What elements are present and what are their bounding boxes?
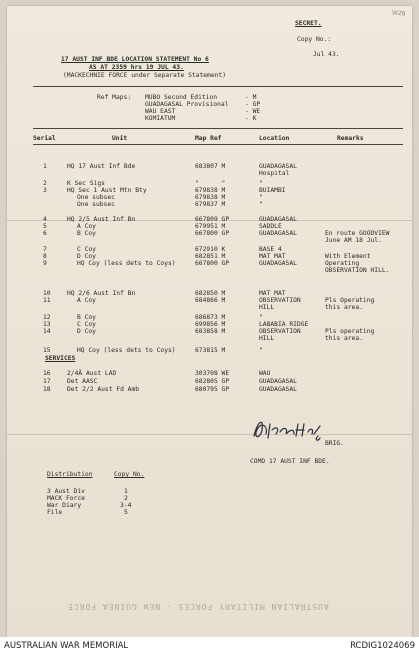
cell-serial: 14 [43, 328, 51, 335]
cell-map-ref: 679838 M [195, 194, 226, 201]
document-note: (MACKECHNIE FORCE under Separate Statement) [63, 72, 227, 79]
cell-map-ref: 684866 M [195, 297, 226, 304]
cell-unit: HQ Sec 1 Aust Mtn Bty [67, 187, 147, 194]
cell-unit: HQ 2/5 Aust Inf Bn [67, 216, 136, 223]
cell-serial: 1 [43, 163, 47, 170]
distribution-copy-heading: Copy No. [114, 471, 145, 478]
divider [33, 86, 403, 87]
distribution-copy-no: 2 [124, 495, 128, 502]
cell-serial: 9 [43, 260, 47, 267]
cell-map-ref: 699856 M [195, 321, 226, 328]
ref-maps-label: Ref Maps: [97, 94, 132, 101]
divider [33, 144, 403, 145]
cell-map-ref: 667800 GP [195, 260, 230, 267]
cell-unit: A Coy [77, 297, 96, 304]
cell-location: HILL [259, 335, 275, 342]
cell-map-ref: 683858 M [195, 328, 226, 335]
column-header-unit: Unit [112, 135, 128, 142]
cell-serial: 3 [43, 187, 47, 194]
cell-unit: Det 2/2 Aust Fd Amb [67, 386, 140, 393]
archive-id: RCDIG1024069 [350, 641, 415, 651]
signatory-title: COMD 17 AUST INF BDE. [250, 458, 330, 465]
cell-remarks: Operating [325, 260, 360, 267]
cell-location: GUADAGASAL [259, 386, 297, 393]
cell-serial: 7 [43, 246, 47, 253]
services-heading: SERVICES [45, 355, 76, 362]
cell-location: MAT MAT [259, 290, 286, 297]
cell-serial: 17 [43, 378, 51, 385]
cell-remarks: this area. [325, 335, 363, 342]
cell-map-ref: 679837 M [195, 201, 226, 208]
cell-map-ref: 682850 M [195, 290, 226, 297]
cell-unit: A Coy [77, 223, 96, 230]
cell-location: " [259, 347, 263, 354]
column-header-serial: Serial [33, 135, 56, 142]
classification-label: SECRET. [295, 20, 322, 27]
cell-location: WAU [259, 370, 271, 377]
cell-location: BASE 4 [259, 246, 282, 253]
cell-remarks: Pls Operating [325, 297, 375, 304]
cell-location: " [259, 194, 263, 201]
ref-map-code: - GP [245, 101, 261, 108]
cell-map-ref: 680795 GP [195, 386, 230, 393]
cell-serial: 15 [43, 347, 51, 354]
ref-map-code: - K [245, 115, 257, 122]
document-title: 17 AUST INF BDE LOCATION STATEMENT No 6 [61, 56, 209, 63]
cell-location: " [259, 201, 263, 208]
column-header-remarks: Remarks [337, 135, 364, 142]
cell-location: BUIAMBI [259, 187, 286, 194]
cell-location: GUADAGASAL [259, 378, 297, 385]
letterhead-watermark: AUSTRALIAN MILITARY FORCES - NEW GUINEA FORCE [67, 602, 329, 611]
ref-map-name: KOMIATUM [145, 115, 176, 122]
cell-location: Hospital [259, 170, 290, 177]
corner-annotation: W26 [392, 9, 407, 18]
ref-map-name: WAU EAST [145, 108, 176, 115]
cell-unit: C Coy [77, 321, 96, 328]
document-subtitle: AS AT 2359 hrs 19 JUL 43. [89, 64, 184, 71]
distribution-recipient: 3 Aust Div [47, 488, 85, 495]
cell-remarks: With Element [325, 253, 371, 260]
cell-location: GUADAGASAL [259, 230, 297, 237]
cell-unit: One subsec [77, 194, 115, 201]
document-page [7, 6, 412, 637]
ref-map-code: - WE [245, 108, 261, 115]
cell-map-ref: " " [195, 180, 226, 187]
column-header-map-ref: Map Ref [195, 135, 222, 142]
cell-serial: 11 [43, 297, 51, 304]
cell-unit: D Coy [77, 328, 96, 335]
cell-serial: 12 [43, 314, 51, 321]
cell-unit: D Coy [77, 253, 96, 260]
cell-serial: 13 [43, 321, 51, 328]
cell-unit: Det AASC [67, 378, 98, 385]
distribution-recipient: War Diary [47, 502, 82, 509]
copy-no-label: Copy No.: [297, 36, 332, 43]
cell-location: HILL [259, 304, 275, 311]
cell-map-ref: 673815 M [195, 347, 226, 354]
cell-unit: HQ Coy (less dets to Coys) [77, 260, 176, 267]
cell-location: GUADAGASAL [259, 163, 297, 170]
cell-location: OBSERVATION [259, 328, 301, 335]
cell-map-ref: 682851 M [195, 253, 226, 260]
cell-serial: 4 [43, 216, 47, 223]
cell-location: GUADAGASAL [259, 260, 297, 267]
cell-unit: HQ Coy (less dets to Coys) [77, 347, 176, 354]
distribution-copy-no: 3-4 [120, 502, 132, 509]
cell-serial: 6 [43, 230, 47, 237]
cell-location: " [259, 180, 263, 187]
distribution-copy-no: 1 [124, 488, 128, 495]
cell-remarks: this area. [325, 304, 363, 311]
ref-map-code: - M [245, 94, 257, 101]
cell-remarks: Pls operating [325, 328, 375, 335]
cell-location: LABABIA RIDGE [259, 321, 309, 328]
cell-map-ref: 667800 GP [195, 230, 230, 237]
cell-remarks: En route GOODVIEW [325, 230, 390, 237]
column-header-location: Location [259, 135, 290, 142]
distribution-heading: Distribution [47, 471, 93, 478]
cell-location: OBSERVATION [259, 297, 301, 304]
document-date: Jul 43. [313, 51, 340, 58]
cell-unit: C Coy [77, 246, 96, 253]
cell-serial: 16 [43, 370, 51, 377]
cell-unit: HQ 17 Aust Inf Bde [67, 163, 136, 170]
cell-map-ref: 683807 M [195, 163, 226, 170]
cell-serial: 2 [43, 180, 47, 187]
cell-map-ref: 679951 M [195, 223, 226, 230]
cell-unit: 2/4Â Aust LAD [67, 370, 117, 377]
cell-location: SADDLE [259, 223, 282, 230]
archive-name: AUSTRALIAN WAR MEMORIAL [4, 641, 129, 651]
cell-unit: HQ 2/6 Aust Inf Bn [67, 290, 136, 297]
cell-unit: B Coy [77, 230, 96, 237]
cell-location: MAT MAT [259, 253, 286, 260]
distribution-recipient: File [47, 509, 63, 516]
cell-unit: One subsec [77, 201, 115, 208]
cell-remarks: June AM 18 Jul. [325, 237, 382, 244]
cell-map-ref: 682805 GP [195, 378, 230, 385]
cell-map-ref: 679838 M [195, 187, 226, 194]
cell-map-ref: 686873 M [195, 314, 226, 321]
cell-map-ref: 303708 WE [195, 370, 230, 377]
divider [33, 128, 403, 129]
cell-map-ref: 667809 GP [195, 216, 230, 223]
ref-map-name: GUADAGASAL Provisional [145, 101, 229, 108]
cell-location: " [259, 314, 263, 321]
cell-map-ref: 672910 K [195, 246, 226, 253]
cell-location: GUADAGASAL [259, 216, 297, 223]
cell-serial: 10 [43, 290, 51, 297]
cell-unit: K Sec Sigs [67, 180, 105, 187]
cell-serial: 8 [43, 253, 47, 260]
ref-map-name: MUBO Second Edition [145, 94, 218, 101]
distribution-copy-no: 5 [124, 509, 128, 516]
signature-rank: BRIG. [325, 440, 344, 447]
distribution-recipient: MACK Force [47, 495, 85, 502]
cell-serial: 18 [43, 386, 51, 393]
cell-serial: 5 [43, 223, 47, 230]
cell-remarks: OBSERVATION HILL. [325, 267, 390, 274]
cell-unit: B Coy [77, 314, 96, 321]
fold-line [7, 434, 412, 435]
